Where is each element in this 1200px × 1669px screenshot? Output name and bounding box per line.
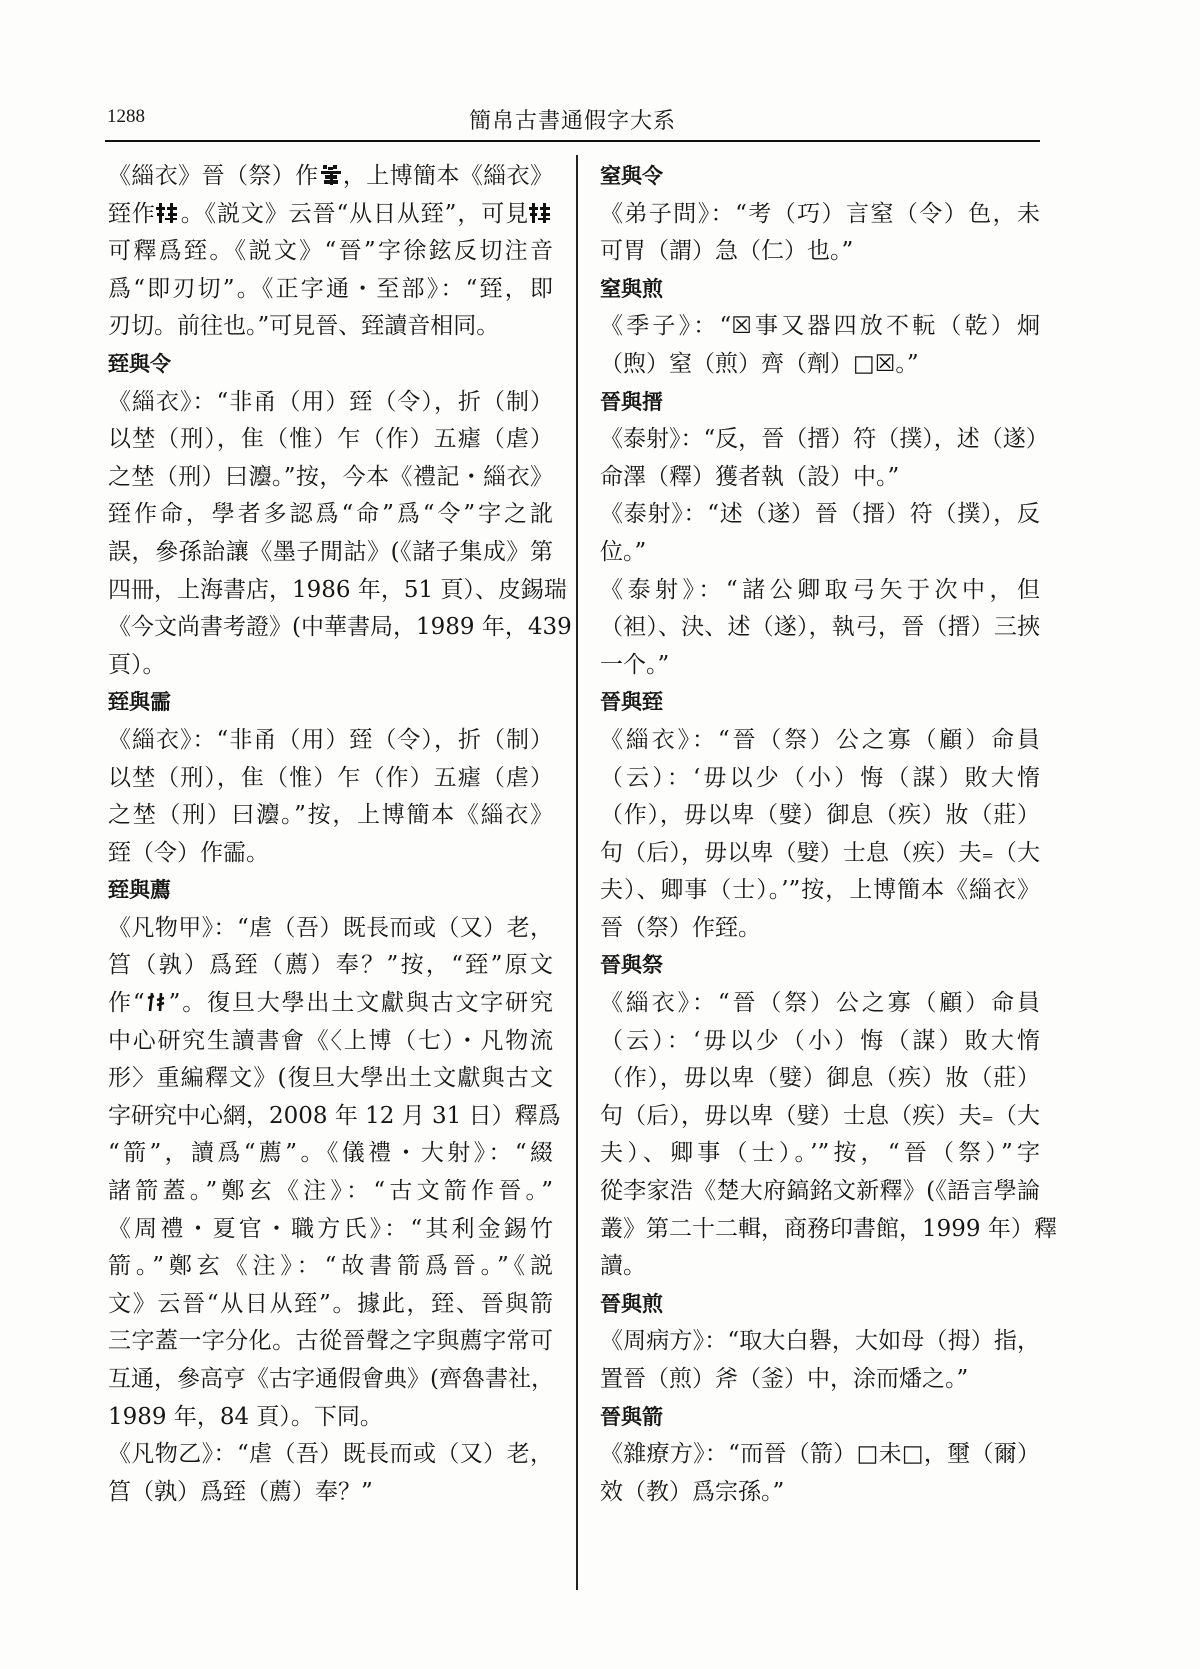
text-line: 《緇衣》：“非甬（用）臸（令），折（制） [108,388,553,415]
text-line: 命澤（釋）獲者執（設）中。” [600,463,900,490]
bamboo-slip-glyph-ji-icon [319,161,343,183]
left-column [108,158,572,1511]
text-line: 晉與臸 [600,690,663,715]
text-line: 晉與箭 [600,1404,663,1429]
text-line: 《凡物甲》：“虐（吾）既長而或（又）老， [108,914,553,941]
entry-heading [108,684,553,722]
text-line: 句（后），毋以卑（嬖）士息（疾）夫₌（大 [600,1102,1040,1129]
entry-paragraph [600,1436,1040,1511]
text-line: 晉（祭）作臸。 [600,914,761,941]
text-line: 之埜（刑）曰灋。”按，今本《禮記・緇衣》 [108,463,553,490]
entry-paragraph [600,1323,1040,1398]
text-line: 一个。” [600,651,670,678]
entry-heading [600,1286,1040,1324]
entry-heading [600,158,1040,196]
text-line: 臸與霝 [108,690,171,715]
page-number: 1288 [107,106,145,127]
text-line: 以埜（刑），隹（惟）乍（作）五瘧（虐） [108,764,553,791]
text-line: 讀。 [600,1253,646,1280]
book-title: 簡帛古書通假字大系 [468,109,676,134]
text-line: 夫）、卿事（士）。’”按，上博簡本《緇衣》 [600,877,1040,904]
text-line: 文》云晉“从日从臸”。據此，臸、晉與箭 [108,1290,553,1317]
text-line: 臸作 。《説文》云晉“从日从臸”，可見 [108,196,553,234]
entry-heading [108,346,553,384]
text-line: 刃切。前往也。”可見晉、臸讀音相同。 [108,313,500,340]
text-line: （作），毋以卑（嬖）御息（疾）妝（莊） [600,1065,1040,1092]
text-line: 《周禮・夏官・職方氏》：“其利金錫竹 [108,1215,553,1242]
entry-heading [600,384,1040,422]
entry-paragraph [108,722,553,872]
text-line: 四冊，上海書店，1986 年，51 頁）、皮錫瑞 [108,576,567,603]
text-line: 置晉（煎）斧（釜）中，涂而燔之。” [600,1366,969,1392]
text-line: 夫）、卿事（士）。’”按，“晉（祭）”字 [600,1140,1040,1167]
text-line: 頁）。 [108,651,166,678]
text-line: 《泰射》：“諸公卿取弓矢于次中，但 [600,576,1040,603]
text-line: （袒）、決、述（遂），執弓，晉（搢）三挾 [600,614,1040,641]
text-line: 窒與煎 [600,276,663,301]
text-line: 字研究中心網，2008 年 12 月 31 日）釋爲 [108,1102,561,1129]
entry-paragraph [600,722,1040,948]
text-line: 《凡物乙》：“虐（吾）既長而或（又）老， [108,1441,553,1468]
text-line: 作“ ”。復旦大學出土文獻與古文字研究 [108,990,553,1017]
right-column [600,158,1057,1511]
text-line: 《泰射》：“述（遂）晉（搢）符（撲），反 [600,501,1040,528]
text-line: 可釋爲臸。《説文》“晉”字徐鉉反切注音 [108,238,553,265]
bamboo-slip-glyph-zhi-icon [529,199,553,221]
text-line: 諸箭蓋。”鄭玄《注》：“古文箭作晉。” [108,1178,553,1205]
entry-paragraph [108,1436,553,1511]
text-line: 形〉重編釋文》(復旦大學出土文獻與古文 [108,1065,553,1092]
text-line: 《周病方》：“取大白礜，大如母（拇）指， [600,1328,1040,1355]
text-line: 誤，參孫詒讓《墨子閒詁》(《諸子集成》第 [108,538,553,565]
entry-paragraph [600,572,1040,685]
text-line: 《今文尚書考證》(中華書局，1989 年，439 [108,614,572,641]
text-line: 臸與薦 [108,878,171,903]
text-line: 從李家浩《楚大府鎬銘文新釋》(《語言學論 [600,1178,1040,1205]
entry-heading [108,872,553,910]
text-line: 之埜（刑）曰灋。”按，上博簡本《緇衣》 [108,802,553,829]
text-line: 《緇衣》晉（祭）作 ，上博簡本《緇衣》 [108,163,554,189]
text-line: （云）：‘毋以少（小）悔（謀）敗大惰 [600,764,1040,791]
text-line: 叢》第二十二輯，商務印書館，1999 年）釋 [600,1215,1057,1242]
page-header [105,100,1040,142]
text-line: 晉與煎 [600,1291,663,1316]
text-line: 以埜（刑），隹（惟）乍（作）五瘧（虐） [108,426,553,453]
text-line: （煦）窒（煎）齊（劑）□☒。” [600,350,919,377]
entry-paragraph [600,985,1057,1286]
text-line: 晉與搢 [600,389,663,414]
text-line: 箭。”鄭玄《注》：“故書箭爲晉。”《説 [108,1253,553,1280]
text-line: 《緇衣》：“晉（祭）公之寡（顧）命員 [600,990,1040,1017]
text-line: 句（后），毋以卑（嬖）士息（疾）夫₌（大 [600,839,1040,866]
text-line: 晉與祭 [600,953,663,978]
text-line: 三字蓋一字分化。古從晉聲之字與薦字常可 [108,1328,553,1355]
entry-heading [600,947,1040,985]
text-line: 位。” [600,538,647,565]
text-line: 窒與令 [600,164,663,188]
text-line: 中心研究生讀書會《〈上博（七）・凡物流 [108,1027,553,1054]
text-line: 《泰射》：“反，晉（搢）符（撲），述（遂） [600,426,1049,453]
entry-paragraph [600,421,1049,496]
text-line: 可胃（謂）急（仁）也。” [600,238,854,265]
text-line: 筥（孰）爲臸（薦）奉？” [108,1478,373,1505]
text-line: （云）：‘毋以少（小）悔（謀）敗大惰 [600,1027,1040,1054]
column-divider [576,155,578,1590]
bamboo-slip-glyph-jian-icon [145,988,169,1010]
text-line: 《雜療方》：“而晉（箭）□未□，壐（爾） [600,1441,1040,1468]
text-line: 臸作命，學者多認爲“命”爲“令”字之訛 [108,501,553,528]
text-line: 臸（令）作霝。 [108,839,269,866]
text-line: 《緇衣》：“晉（祭）公之寡（顧）命員 [600,726,1040,753]
text-line: 筥（孰）爲臸（薦）奉？”按，“臸”原文 [108,952,553,979]
entry-heading [600,271,1040,309]
text-line: 1989 年，84 頁）。下同。 [108,1403,383,1430]
text-line: 爲“即刃切”。《正字通・至部》：“臸，即 [108,275,553,302]
text-line: 《弟子問》：“考（巧）言窒（令）色，未 [600,200,1040,227]
text-line: 效（教）爲宗孫。” [600,1478,785,1505]
entry-paragraph [600,196,1040,271]
text-line: 互通，參高亨《古字通假會典》(齊魯書社， [108,1366,554,1392]
entry-paragraph [600,496,1040,571]
entry-paragraph [108,910,561,1436]
text-line: 《緇衣》：“非甬（用）臸（令），折（制） [108,726,553,753]
entry-paragraph [108,158,553,346]
text-line: “箭”，讀爲“薦”。《儀禮・大射》：“綴 [108,1140,553,1167]
text-line: 《季子》：“☒事又器四放不䡇（乾）炯 [600,313,1040,340]
bamboo-slip-glyph-zhi-icon [156,199,180,221]
text-line: 臸與令 [108,351,171,376]
entry-heading [600,1399,1040,1437]
entry-paragraph [600,308,1040,383]
text-line: （作），毋以卑（嬖）御息（疾）妝（莊） [600,802,1040,829]
entry-paragraph [108,384,572,685]
entry-heading [600,684,1040,722]
